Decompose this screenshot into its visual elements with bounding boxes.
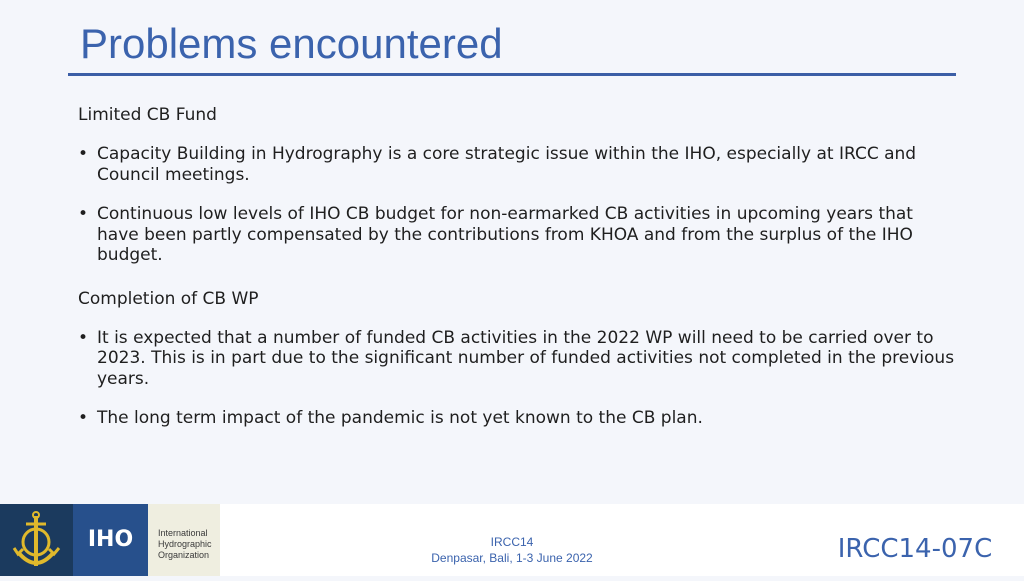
iho-abbreviation: IHO: [73, 504, 148, 576]
section-heading-completion-of-cb-wp: Completion of CB WP: [78, 288, 259, 309]
bullet-text: The long term impact of the pandemic is not yet known to the CB plan.: [97, 408, 703, 428]
slide-footer: [0, 504, 1024, 576]
logo-line-2: Hydrographic: [158, 539, 212, 549]
bullet-item: [78, 204, 958, 266]
bullet-text: It is expected that a number of funded CB activities in the 2022 WP will need to be carried over to 2023. This is in part due to the significant number of funded activities not completed in the previous years.: [97, 327, 955, 389]
footer-location-date: Denpasar, Bali, 1-3 June 2022: [431, 551, 593, 565]
bullet-dot: •: [78, 204, 89, 224]
title-divider: [68, 73, 956, 76]
bullet-dot: •: [78, 408, 89, 428]
bullet-dot: •: [78, 144, 89, 164]
bullet-item: [78, 328, 958, 390]
logo-line-1: International: [158, 528, 208, 538]
bullet-item: [78, 408, 958, 429]
bullet-item: [78, 144, 958, 185]
iho-full-name: [148, 504, 220, 576]
slide-title: Problems encountered: [80, 20, 503, 67]
footer-event: IRCC14: [490, 535, 534, 549]
section-heading-limited-cb-fund: Limited CB Fund: [78, 105, 217, 125]
logo-line-3: Organization: [158, 550, 210, 560]
bullet-dot: •: [78, 327, 89, 348]
anchor-emblem-icon: [0, 504, 73, 576]
iho-logo: [0, 504, 220, 576]
bullet-text: Capacity Building in Hydrography is a core strategic issue within the IHO, especially at IRCC and Council meetings.: [97, 144, 917, 185]
bullet-text: Continuous low levels of IHO CB budget for non-earmarked CB activities in upcoming years that have been partly compensated by the contributions from KHOA and from the surplus of the IHO budget.: [97, 204, 913, 265]
document-code: IRCC14-07C: [837, 534, 993, 564]
slide-content: [78, 104, 958, 448]
footer-event-info: [362, 534, 662, 566]
